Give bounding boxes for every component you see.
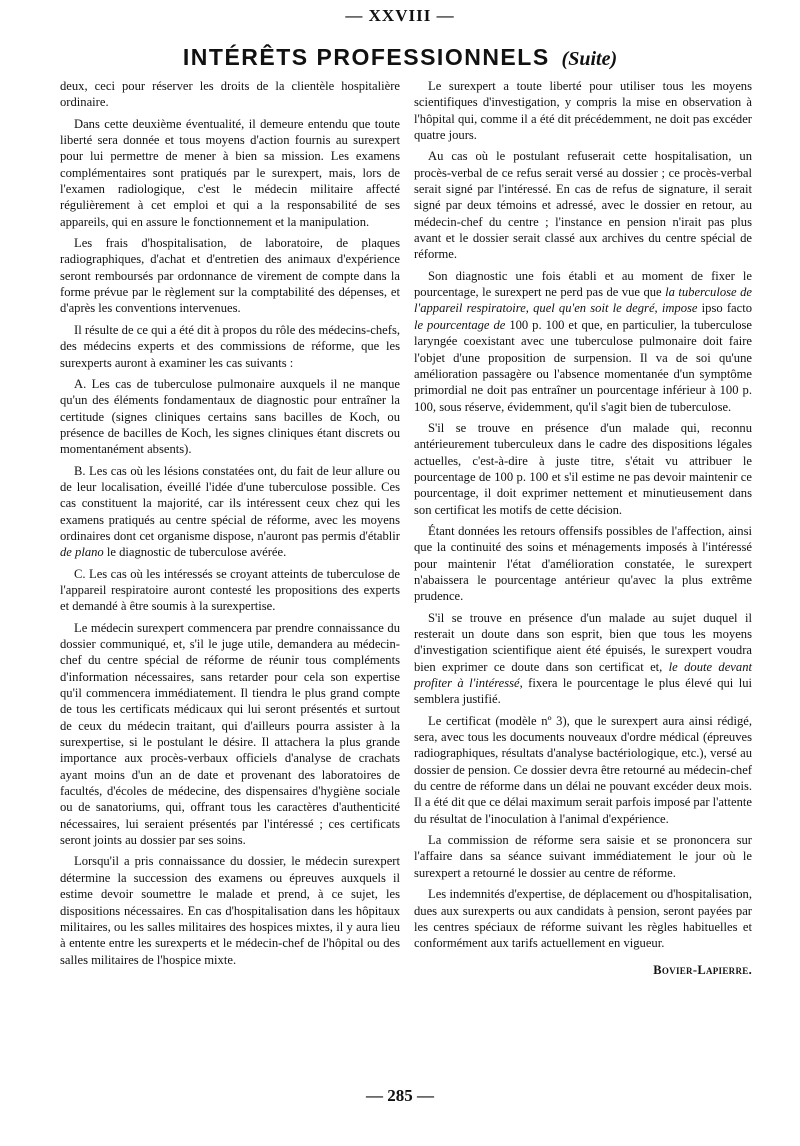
left-paragraph-case-c: C. Les cas où les intéressés se croyant atteints de tuberculose de l'appareil respiratoire auront contesté les propositions des experts et demandé à être soumis à la surexpertise. (60, 566, 400, 614)
left-paragraph-1: deux, ceci pour réserver les droits de la clientèle hospitalière ordinaire. (60, 79, 400, 110)
p3-italic-2: le pourcentage de (414, 317, 506, 332)
right-column (414, 78, 752, 978)
right-paragraph-7: Le certificat (modèle nº 3), que le surexpert aura ainsi rédigé, sera, avec tous les documents nouveaux d'ordre médical (épreuves radiographiques, résultats d'analyse bactériologique, etc.), versé au dossier de pension. Ce dossier devra être retourné au médecin-chef du centre de réforme dans un délai ne pouvant excéder deux mois. Il a été dit que ce délai maximum serait parfois imposé par l'attente du résultat de l'inoculation à l'animal d'expérience. (414, 713, 752, 826)
right-paragraph-1: Le surexpert a toute liberté pour utiliser tous les moyens scientifiques d'investigation, y compris la mise en observation à l'hôpital qui, comme il a été dit précédemment, ne doit pas excéder quatre jours. (414, 79, 752, 143)
left-paragraph-4: Il résulte de ce qui a été dit à propos du rôle des médecins-chefs, des médecins experts et des commissions de réforme, que les surexperts auront à examiner les cas suivants : (60, 322, 400, 370)
page-title-suite: (Suite) (561, 48, 618, 70)
left-paragraph-case-a: A. Les cas de tuberculose pulmonaire auxquels il ne manque qu'un des éléments fondamentaux de diagnostic pour entraîner la certitude (signes cliniques certains sans bacilles de Koch, ou présence de bacilles de Koch, les signes cliniques étant discrets ou momentanément absents). (60, 376, 400, 457)
case-b-text-end: le diagnostic de tuberculose avérée. (103, 545, 287, 560)
page-title (0, 44, 800, 71)
right-paragraph-4: S'il se trouve en présence d'un malade qui, reconnu antérieurement tuberculeux dans le cadre des dispositions légales actuelles, c'est-à-dire à juste titre, s'était vu attribuer le pourcentage de 100 p. 100 et s'il estime ne pas devoir maintenir ce pourcentage, il doit exprimer nettement et minutieusement dans son certificat les motifs de cette décision. (414, 420, 752, 517)
right-paragraph-8: La commission de réforme sera saisie et se prononcera sur l'affaire dans sa séance suivant immédiatement le jour où le surexpert a retourné le dossier au centre de réforme. (414, 833, 752, 880)
page-number: — 285 — (366, 1086, 434, 1105)
right-paragraph-6 (414, 610, 752, 708)
left-column (60, 78, 400, 973)
right-paragraph-5: Étant données les retours offensifs possibles de l'affection, ainsi que la continuité des soins et ménagements imposés à l'intéressé pour maintenir l'état d'amélioration constatée, le surexpert n'abaissera le pourcentage antérieur qu'avec la plus extrême prudence. (414, 523, 752, 604)
section-roman-numeral: — XXVIII — (345, 6, 455, 25)
author-signature: Bovier-Lapierre. (653, 962, 752, 977)
p3-italic-1: la tuberculose de l'appareil respiratoire, quel qu'en soit le degré, impose (414, 285, 752, 316)
left-paragraph-9: Lorsqu'il a pris connaissance du dossier, le médecin surexpert détermine la succession des examens ou épreuves auxquels il estime devoir soumettre le malade et prend, à ce sujet, les dispositions nécessaires. En cas d'hospitalisation dans les hôpitaux militaires, ou les salles militaires des hospices mixtes, il y aura lieu à entente entre les surexperts et le médecin-chef de l'hôpital ou des salles militaires de l'hospice mixte. (60, 854, 400, 967)
left-paragraph-case-b (60, 463, 400, 561)
p3-text-end: 100 p. 100 et que, en particulier, la tuberculose laryngée coexistant avec une tuberculose pulmonaire doit faire l'objet d'une proposition de surpension. Il va de soi qu'une amélioration passagère ou l'absence momentanée d'un symptôme primordial ne doit pas entraîner un pourcentage inférieur à 100 p. 100, sous réserve, évidemment, qu'il s'agit bien de tuberculose. (414, 317, 752, 414)
case-b-italic: de plano (60, 545, 104, 560)
left-paragraph-8: Le médecin surexpert commencera par prendre connaissance du dossier communiqué, et, s'il le juge utile, demandera au médecin-chef du centre spécial de réforme de réunir tous compléments d'information nécessaires, sans retarder pour cela son expertise qu'il commencera immédiatement. Il tiendra le plus grand compte de tous les certificats médicaux qui lui seront présentés et surtout de ceux du médecin traitant, qui d'ailleurs pourra assister à la surexpertise, si le postulant le désire. Il attachera la plus grande importance aux procès-verbaux officiels d'analyse de crachats ayant moins d'un an de date et provenant des laboratoires de facultés, d'écoles de médecine, des dispensaires d'hygiène sociale ou de sanatoriums, qui, offrant tous les caractères d'authenticité nécessaires, lui seraient présentés par l'intéressé ; ces certificats seront joints au dossier par ses soins. (60, 620, 400, 848)
right-paragraph-3 (414, 268, 752, 415)
p6-text-start: S'il se trouve en présence d'un malade au sujet duquel il resterait un doute dans son esprit, bien que tous les moyens d'investigation scientifique aient été épuisés, le surexpert voudra bien exprimer ce doute dans son certificat et, (414, 610, 752, 674)
p3-text-mid: ipso facto (697, 301, 752, 316)
p6-text-end: , fixera le pourcentage le plus élevé qui lui semblera justifié. (414, 676, 752, 707)
p6-italic: le doute devant profiter à l'intéressé (414, 659, 752, 691)
left-paragraph-3: Les frais d'hospitalisation, de laboratoire, de plaques radiographiques, d'achat et d'entretien des animaux d'expérience seront remboursés par ordonnance de virement de compte dans la forme prévue par le règlement sur la comptabilité des dépenses, et d'après les conventions intervenues. (60, 236, 400, 316)
case-b-text-start: B. Les cas où les lésions constatées ont, du fait de leur allure ou de leur localisation, éveillé l'idée d'une tuberculose possible. Ces cas constituent la majorité, car ils intéressent ceux chez qui les examens pratiqués au centre spécial de réforme, avec les moyens ordinaires dont cet organisme dispose, n'auront pas permis d'établir (60, 463, 400, 543)
right-paragraph-2: Au cas où le postulant refuserait cette hospitalisation, un procès-verbal de ce refus serait versé au dossier ; ce procès-verbal serait signé par l'intéressé. En cas de refus de signature, il serait signé par deux témoins et adressé, avec le dossier en retour, au médecin-chef du centre ; l'instance en pension n'irait pas plus avant et le dossier serait classé aux archives du centre spécial de réforme. (414, 149, 752, 262)
page-title-text: INTÉRÊTS PROFESSIONNELS (182, 44, 550, 70)
p3-text-start: Son diagnostic une fois établi et au moment de fixer le pourcentage, le surexpert ne perd pas de vue que (414, 268, 752, 300)
right-paragraph-9: Les indemnités d'expertise, de déplacement ou d'hospitalisation, dues aux surexperts ou aux candidats à pension, seront payées par les centres spéciaux de réforme suivant les règles habituelles et conformément aux tarifs actuellement en vigueur. (414, 887, 752, 951)
left-paragraph-2: Dans cette deuxième éventualité, il demeure entendu que toute liberté sera donnée et tous moyens d'action fournis au surexpert pour lui permettre de mener à bien sa mission. Les examens complémentaires sont pratiqués par le surexpert, mais, lors de l'examen radiologique, c'est le médecin militaire affecté régulièrement à cet emploi et qui a la responsabilité de ses appareils, qui en assure le fonctionnement et la manipulation. (60, 116, 400, 229)
